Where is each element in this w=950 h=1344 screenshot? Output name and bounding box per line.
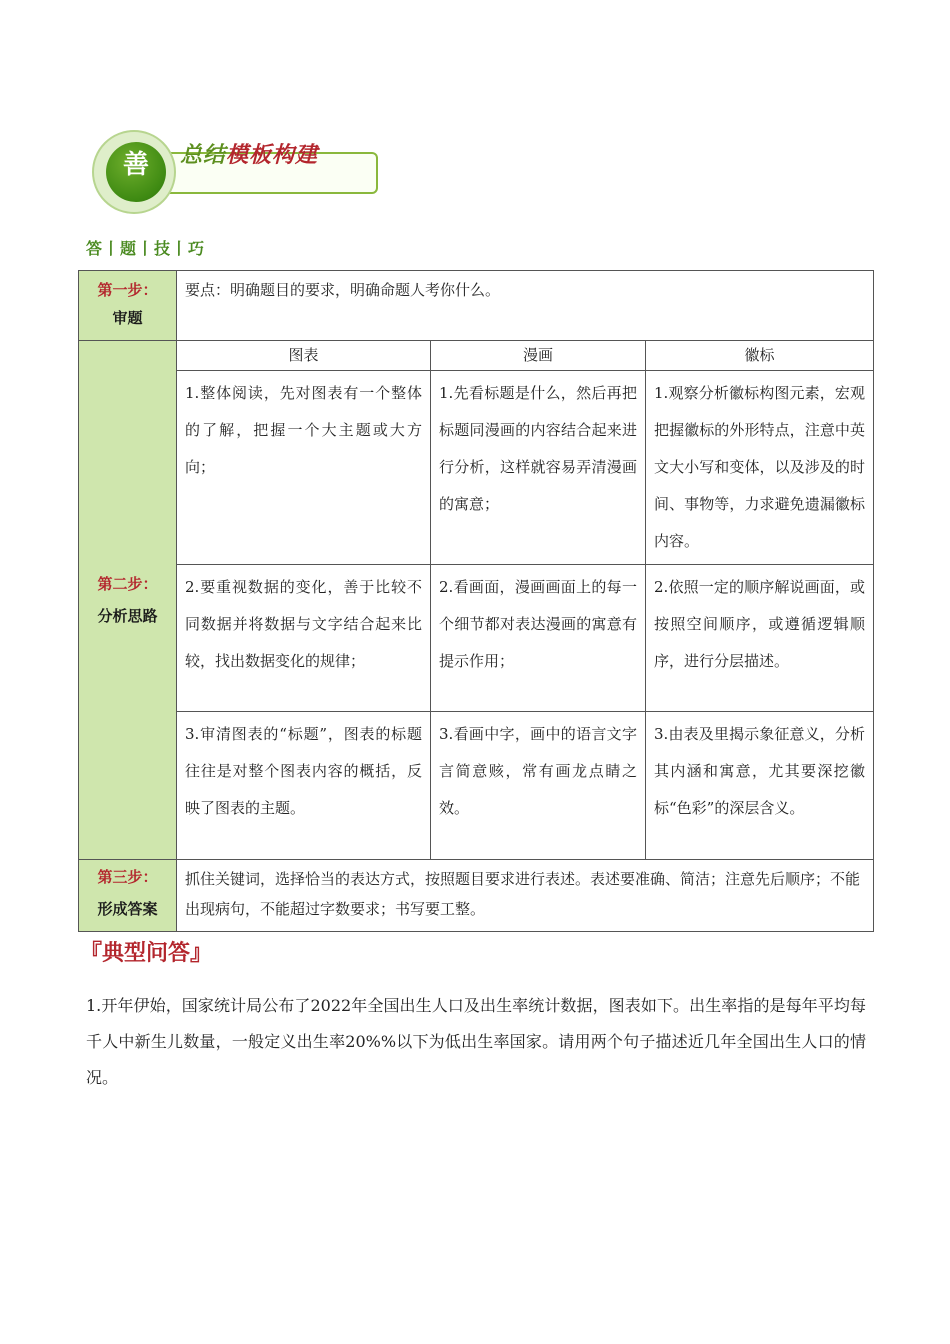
banner-badge-char: 善: [106, 142, 166, 202]
comic-tip-2-cell: [431, 565, 646, 712]
column-header-comic: 漫画: [431, 341, 646, 371]
chart-tip-1: 1.整体阅读，先对图表有一个整体的了解，把握一个大主题或大方向；: [185, 384, 422, 476]
question-text: 1.开年伊始，国家统计局公布了2022年全国出生人口及出生率统计数据，图表如下。出生率指的是每年平均每千人中新生儿数量，一般定义出生率20%%以下为低出生率国家。请用两个句子描述近几年全国出生人口的情况。: [86, 996, 866, 1087]
comic-tip-1-cell: [431, 371, 646, 565]
banner-title-part1: 总结: [180, 142, 227, 168]
step2-column-header-row: [79, 341, 874, 371]
comic-tip-2: 2.看画面，漫画画面上的每一个细节都对表达漫画的寓意有提示作用；: [439, 578, 637, 670]
tips-label: 答丨题丨技丨巧: [86, 239, 206, 258]
step3-row: [79, 860, 874, 932]
step1-header: [79, 271, 177, 341]
column-header-logo: 徽标: [646, 341, 874, 371]
column-header-chart: 图表: [177, 341, 431, 371]
section-heading: 『典型问答』: [80, 940, 213, 966]
step3-number: 第三步：: [97, 868, 158, 886]
chart-tip-3-cell: [177, 712, 431, 860]
comic-tip-3: 3.看画中字，画中的语言文字言简意赅，常有画龙点睛之效。: [439, 725, 637, 817]
step1-content-cell: [177, 271, 874, 341]
comic-tip-3-cell: [431, 712, 646, 860]
step1-row: [79, 271, 874, 341]
logo-tip-2: 2.依照一定的顺序解说画面，或按照空间顺序，或遵循逻辑顺序，进行分层描述。: [654, 578, 865, 670]
chart-tip-1-cell: [177, 371, 431, 565]
step2-row-1: [79, 371, 874, 565]
chart-tip-2-cell: [177, 565, 431, 712]
banner-title: [180, 138, 318, 169]
step2-row-2: [79, 565, 874, 712]
step2-name: 分析思路: [97, 607, 158, 625]
step1-content: 要点：明确题目的要求，明确命题人考你什么。: [185, 281, 501, 299]
banner-badge: [92, 130, 176, 214]
step3-name: 形成答案: [97, 900, 158, 918]
chart-tip-3: 3.审清图表的“标题”，图表的标题往往是对整个图表内容的概括，反映了图表的主题。: [185, 725, 422, 817]
step2-header: [79, 341, 177, 860]
step1-number: 第一步：: [97, 281, 158, 299]
step3-content-cell: [177, 860, 874, 932]
section-banner: [88, 128, 388, 218]
step3-header: [79, 860, 177, 932]
logo-tip-3: 3.由表及里揭示象征意义，分析其内涵和寓意，尤其要深挖徽标“色彩”的深层含义。: [654, 725, 865, 817]
logo-tip-2-cell: [646, 565, 874, 712]
step2-row-3: [79, 712, 874, 860]
banner-title-part2: 模板构建: [226, 142, 319, 168]
step3-content: 抓住关键词，选择恰当的表达方式，按照题目要求进行表述。表述要准确、简洁；注意先后顺序；不能出现病句，不能超过字数要求；书写要工整。: [185, 870, 861, 918]
step1-name: 审题: [112, 309, 143, 327]
step2-number: 第二步：: [97, 575, 158, 593]
comic-tip-1: 1.先看标题是什么，然后再把标题同漫画的内容结合起来进行分析，这样就容易弄清漫画的寓意；: [439, 384, 637, 513]
logo-tip-1: 1.观察分析徽标构图元素，宏观把握徽标的外形特点，注意中英文大小写和变体，以及涉及的时间、事物等，力求避免遗漏徽标内容。: [654, 384, 865, 550]
chart-tip-2: 2.要重视数据的变化，善于比较不同数据并将数据与文字结合起来比较，找出数据变化的规律；: [185, 578, 422, 670]
logo-tip-1-cell: [646, 371, 874, 565]
answer-steps-table: [78, 270, 874, 932]
logo-tip-3-cell: [646, 712, 874, 860]
